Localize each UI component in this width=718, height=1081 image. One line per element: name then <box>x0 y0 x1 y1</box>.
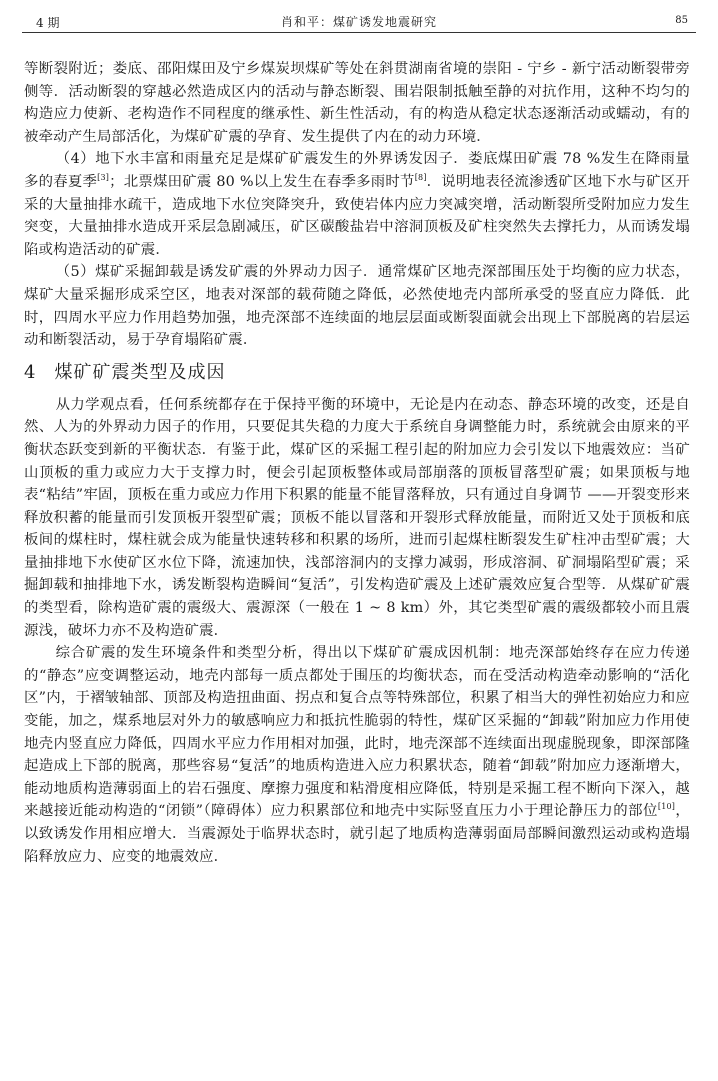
issue-label: 4 期 <box>36 16 60 30</box>
section-number: 4 <box>24 361 37 383</box>
paragraph-text: （4）地下水丰富和雨量充足是煤矿矿震发生的外界诱发因子．娄底煤田矿震 78 %发生在降雨量多的春夏季 <box>24 151 690 190</box>
paragraph-text: ，以致诱发作用相应增大．当震源处于临界状态时，就引起了地质构造薄弱面局部瞬间激烈运动或构造塌陷释放应力、应变的地震效应． <box>24 803 690 865</box>
article-body <box>24 58 690 868</box>
section-title: 煤矿矿震类型及成因 <box>54 361 226 383</box>
section-heading <box>24 360 690 386</box>
body-paragraph: 从力学观点看，任何系统都存在于保持平衡的环境中，无论是内在动态、静态环境的改变，还是自然、人为的外界动力因子的作用，只要促其失稳的力度大于系统自身调整能力时，系统就会由原来的平衡状态跃变到新的平衡状态．有鉴于此，煤矿区的采掘工程引起的附加应力会引发以下地震效应：当矿山顶板的重力或应力大于支撑力时，便会引起顶板整体或局部崩落的顶板冒落型矿震；如果顶板与地表“粘结”牢固，顶板在重力或应力作用下积累的能量不能冒落释放，只有通过自身调节 ——开裂变形来释放积蓄的能量而引发顶板开裂型矿震；顶板不能以冒落和开裂形式释放能量，而附近又处于顶板和底板间的煤柱时，煤柱就会成为能量快速转移和积累的场所，进而引起煤柱断裂发生矿柱冲击型矿震；大量抽排地下水使矿区水位下降，流速加快，浅部溶洞内的支撑力减弱，形成溶洞、矿洞塌陷型矿震；采掘卸载和抽排地下水，诱发断裂构造瞬间“复活”，引发构造矿震及上述矿震效应复合型等．从煤矿矿震的类型看，除构造矿震的震级大、震源深（一般在 1 ~ 8 km）外，其它类型矿震的震级都较小而且震源浅，破坏力亦不及构造矿震． <box>24 396 690 639</box>
page-number: 85 <box>675 15 688 26</box>
body-paragraph: 等断裂附近；娄底、邵阳煤田及宁乡煤炭坝煤矿等处在斜贯湖南省境的崇阳 - 宁乡 - 新宁活动断裂带旁侧等．活动断裂的穿越必然造成区内的活动与静态断裂、围岩限制抵触至静的对抗作用，这种不均匀的构造应力使新、老构造作不同程度的继承性、新生性活动，有的构造从稳定状态逐渐活动或蠕动，有的被牵动产生局部活化，为煤矿矿震的孕育、发生提供了内在的动力环境． <box>24 61 690 145</box>
body-paragraph <box>24 148 690 261</box>
citation-ref[interactable]: [3] <box>97 172 110 182</box>
paragraph-text: 综合矿震的发生环境条件和类型分析，得出以下煤矿矿震成因机制：地壳深部始终存在应力传递的“静态”应变调整运动，地壳内部每一质点都处于围压的均衡状态，而在受活动构造牵动影响的“活化区”内，于褶皱轴部、顶部及构造扭曲面、拐点和复合点等特殊部位，积累了相当大的弹性初始应力和应变能，加之，煤系地层对外力的敏感响应力和抵抗性脆弱的特性，煤矿区采掘的“卸载”附加应力作用使地壳内竖直应力降低，四周水平应力作用相对加强，此时，地壳深部不连续面出现虚脱现象，即深部隆起造成上下部的脱离，那些容易“复活”的地质构造进入应力积累状态，随着“卸载”附加应力逐渐增大，能动地质构造薄弱面上的岩石强度、摩擦力强度和粘滑度相应降低，特别是采掘工程不断向下深入，越来越接近能动构造的“闭锁”（障碍体）应力积累部位和地壳中实际竖直压力小于理论静压力的部位 <box>24 645 690 820</box>
citation-ref[interactable]: [8] <box>414 172 427 182</box>
paragraph-text: ．说明地表径流渗透矿区地下水与矿区开采的大量抽排水疏干，造成地下水位突降突升，致使岩体内应力突减突增，活动断裂所受附加应力发生突变，大量抽排水造成开采层急剧减压，矿区碳酸盐岩中溶洞顶板及矿柱突然失去撑托力，从而诱发塌陷或构造活动的矿震． <box>24 173 690 258</box>
running-header <box>22 10 696 33</box>
paragraph-text: ；北票煤田矿震 80 %以上发生在春季多雨时节 <box>109 173 415 190</box>
body-paragraph <box>24 642 690 868</box>
body-paragraph: （5）煤矿采掘卸载是诱发矿震的外界动力因子．通常煤矿区地壳深部围压处于均衡的应力状态，煤矿大量采掘形成采空区，地表对深部的载荷随之降低，必然使地壳内部所承受的竖直应力降低．此时，四周水平应力作用趋势加强，地壳深部不连续面的地层层面或断裂面就会出现上下部脱离的岩层运动和断裂活动，易于孕育塌陷矿震． <box>24 264 690 349</box>
citation-ref[interactable]: [10] <box>657 802 676 812</box>
running-title: 肖和平：煤矿诱发地震研究 <box>280 15 437 29</box>
